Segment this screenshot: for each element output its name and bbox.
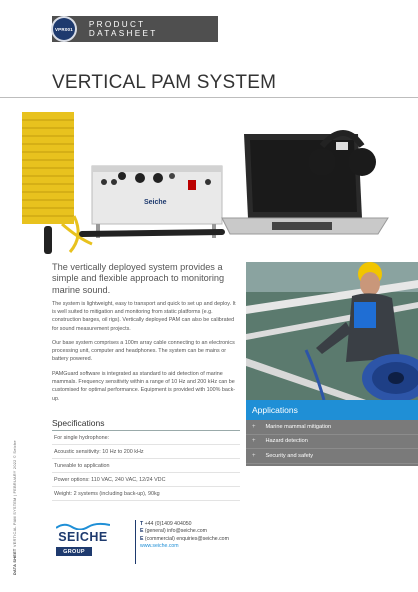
body-paragraph: Our base system comprises a 100m array cable connecting to an electronics processing unit, computer and headphones. The system can be mains or battery powered. — [52, 340, 235, 363]
plus-icon: + — [252, 423, 256, 430]
contact-phone: T +44 (0)1409 404050 — [140, 521, 192, 527]
spec-row: Tuneable to application — [52, 460, 240, 473]
website-link[interactable]: www.seiche.com — [140, 542, 179, 549]
application-item: + Hazard detection — [246, 435, 418, 450]
contact-divider — [135, 520, 136, 564]
plus-icon: + — [252, 438, 256, 445]
application-item: + Marine mammal mitigation — [246, 420, 418, 435]
plus-icon: + — [252, 452, 256, 459]
logo-wordmark: SEICHE — [58, 530, 108, 544]
spec-row: Weight: 2 systems (including back-up), 90kg — [52, 488, 240, 501]
page-title: VERTICAL PAM SYSTEM — [52, 72, 277, 93]
spec-row: Acoustic sensitivity: 10 Hz to 200 kHz — [52, 446, 240, 459]
body-paragraph: PAMGuard software is integrated as standard to aid detection of marine mammals. Frequency sensitivity within a range of 10 Hz and 200 kHz can be customised for optimal performance. Equipment is provided with 100% back-up. — [52, 371, 236, 402]
processing-unit-illustration — [82, 166, 222, 238]
applications-heading: Applications — [246, 400, 418, 420]
hero-product-image — [22, 106, 392, 256]
contact-email-general[interactable]: E (general) info@seiche.com — [140, 528, 207, 535]
body-paragraph: The system is lightweight, easy to transport and quick to set up and deploy. It is well suited to mitigation and monitoring from static platforms (e.g. construction barges, oil rigs). Vertically deployed PAM can also be calibrated for sound measurement projects. — [52, 301, 236, 332]
specifications-divider — [52, 430, 240, 431]
device-brand-label: Seiche — [144, 199, 167, 206]
applications-panel — [246, 400, 418, 466]
application-item: + Security and safety — [246, 449, 418, 464]
contact-block — [140, 521, 229, 550]
logo-group-tag: GROUP — [56, 547, 92, 556]
seiche-logo — [52, 520, 114, 564]
intro-statement: The vertically deployed system provides a simple and flexible approach to monitoring marine sound. — [52, 262, 225, 295]
specifications-heading: Specifications — [52, 418, 105, 428]
field-operator-photo — [246, 262, 418, 400]
wave-icon — [56, 522, 110, 530]
product-badge: VPR001 — [51, 16, 77, 42]
side-document-label: DATA SHEET VERTICAL PAM SYSTEM | FEBRUARY 2022 © Seiche — [13, 440, 17, 575]
contact-email-commercial[interactable]: E (commercial) enquiries@seiche.com — [140, 535, 229, 542]
spec-row: For single hydrophone: — [52, 432, 240, 445]
spec-row: Power options: 110 VAC, 240 VAC, 12/24 VDC — [52, 474, 240, 487]
header-band — [52, 16, 218, 42]
title-divider — [0, 97, 418, 98]
header-label: PRODUCT DATASHEET — [88, 20, 158, 38]
